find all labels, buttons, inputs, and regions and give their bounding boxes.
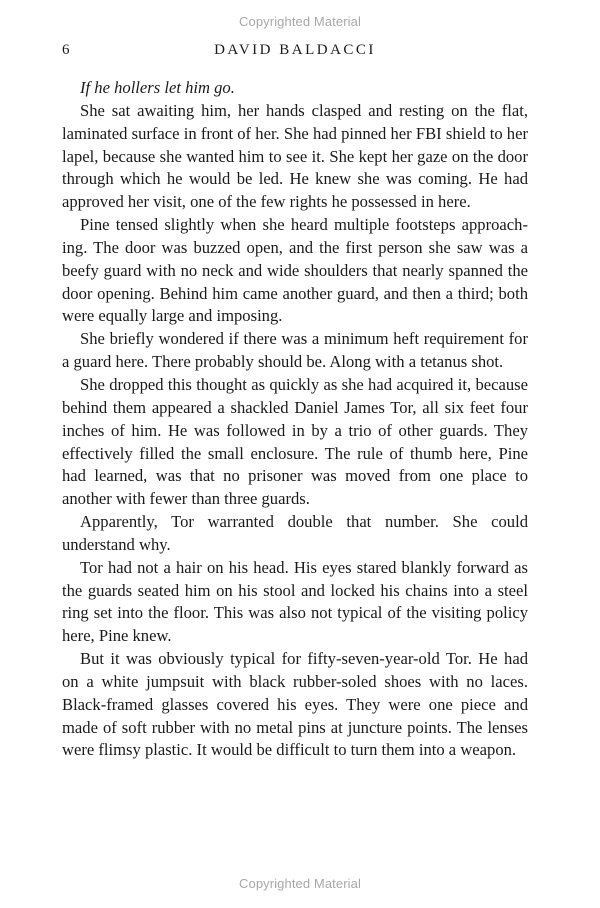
- paragraph: Tor had not a hair on his head. His eyes stared blankly forward as the guards seated him on his stool and locked his chains into a steel ring set into the floor. This was also not typical of the visiting policy here, Pine knew.: [62, 557, 528, 646]
- paragraph: She sat awaiting him, her hands clasped and resting on the flat, laminated surface in front of her. She had pinned her FBI shield to her lapel, because she wanted him to see it. She kept her gaze on the door through which he would be led. He knew she was coming. He had approved her visit, one of the few rights he possessed in here.: [62, 100, 528, 212]
- paragraph: Apparently, Tor warranted double that number. She could understand why.: [62, 512, 528, 554]
- paragraph: She dropped this thought as quickly as she had acquired it, because behind them appeared a shackled Daniel James Tor, all six feet four inches of him. He was followed in by a trio of other guards. They effectively filled the small enclosure. The rule of thumb here, Pine had learned, was that no prisoner was moved from one place to another with fewer than three guards.: [62, 374, 528, 509]
- paragraph: But it was obviously typical for fifty-seven-year-old Tor. He had on a white jumpsuit with black rubber-soled shoes with no laces. Black-framed glasses covered his eyes. They were one piece and made of soft rubber with no metal pins at juncture points. The lenses were flimsy plastic. It would be difficult to turn them into a weapon.: [62, 649, 528, 760]
- paragraph: She briefly wondered if there was a minimum heft requirement for a guard here. There probably should be. Along with a tetanus shot.: [62, 329, 528, 372]
- paragraph: Pine tensed slightly when she heard multiple footsteps approaching. The door was buzzed open, and the first person she saw was a beefy guard with no neck and wide shoulders that nearly spanned the door opening. Behind him came another guard, and then a third; both were equally large and imposing.: [62, 215, 528, 326]
- body-text: [62, 77, 528, 762]
- copyright-watermark-top: Copyrighted Material: [239, 14, 361, 29]
- page-number: 6: [62, 42, 70, 58]
- copyright-watermark-bottom: Copyrighted Material: [239, 876, 361, 891]
- opening-line: If he hollers let him go.: [80, 78, 235, 97]
- running-header: [62, 42, 528, 64]
- author-name: DAVID BALDACCI: [214, 42, 376, 58]
